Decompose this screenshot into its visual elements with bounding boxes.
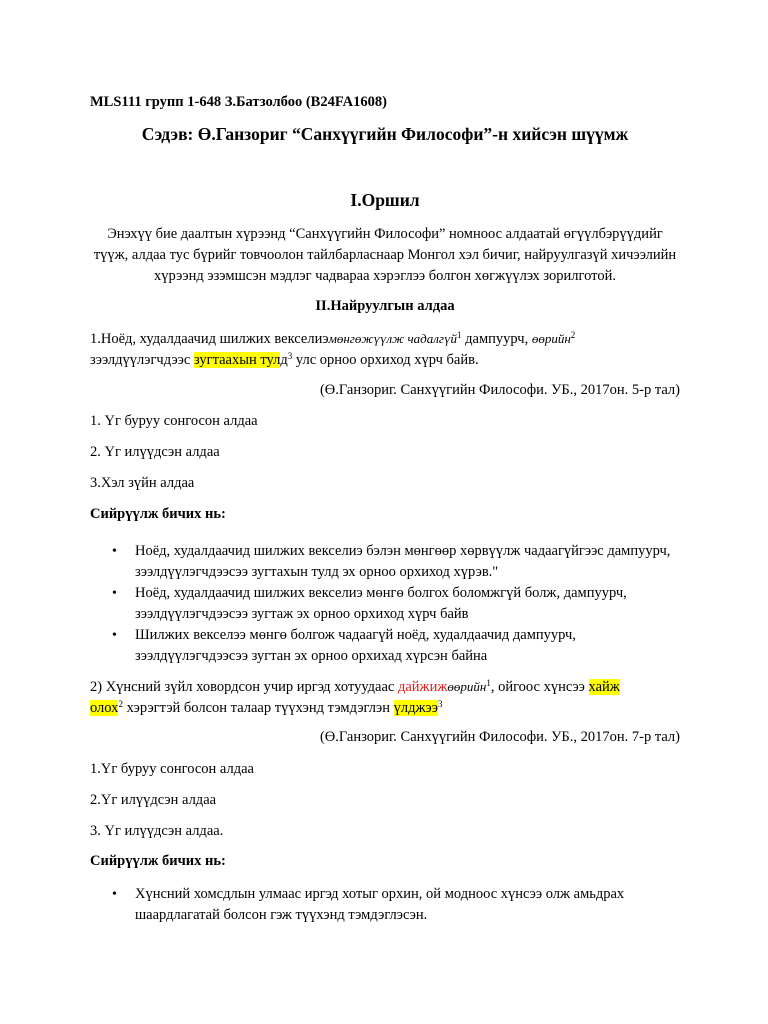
ex2-part2: , ойгоос хүнсээ: [490, 679, 589, 695]
ex2-red: дайжиж: [397, 679, 448, 695]
ex1-error-2: 2. Үг илүүдсэн алдаа: [90, 444, 220, 460]
ex2-sup1: 1: [486, 678, 491, 688]
ex1-fix-2: Ноёд, худалдаачид шилжих векселиэ мөнгө болгох боломжгүй болж, дампуурч, зээлдүүлэгчдээсээ зугтаж эх орноо орхиход хүрч байв: [135, 585, 627, 622]
ex2-part1: 2) Хүнсний зүйл ховордсон учир иргэд хотуудаас: [90, 679, 398, 695]
example2-sentence: [90, 676, 680, 719]
ex2-error-1: 1.Үг буруу сонгосон алдаа: [90, 761, 254, 777]
bullet-icon: •: [112, 628, 117, 643]
list-item: [90, 583, 680, 625]
ex1-sup3: 3: [287, 351, 293, 361]
ex2-highlight1a: хайж: [588, 679, 620, 695]
example2-citation: (Ө.Ганзориг. Санхүүгийн Философи. УБ., 2017он. 7-р тал): [319, 729, 680, 745]
ex1-part1: 1.Ноёд, худалдаачид шилжих векселиэ: [90, 331, 329, 347]
ex1-fix-1: Ноёд, худалдаачид шилжих векселиэ бэлэн мөнгөөр хөрвүүлж чадаагүйгээс дампуурч, зээлдүүлэгчдээсээ зугтахын тулд эх орноо орхиход хүрэв.": [135, 543, 671, 580]
ex1-part4: д: [280, 352, 288, 368]
ex2-fix-list: [90, 884, 680, 926]
ex1-fix-heading: Сийрүүлж бичих нь:: [90, 506, 226, 522]
ex1-fix-3: Шилжих векселээ мөнгө болгож чадаагүй ноёд, худалдаачид дампуурч, зээлдүүлэгчдээсээ зугтан эх орноо орхихад хүрсэн байна: [135, 627, 576, 664]
section2-title: II.Найруулгын алдаа: [315, 298, 455, 314]
ex2-sup3: 3: [437, 699, 443, 709]
example1-citation: (Ө.Ганзориг. Санхүүгийн Философи. УБ., 2017он. 5-р тал): [319, 382, 680, 398]
subject-title: Сэдэв: Ө.Ганзориг “Санхүүгийн Философи”-н хийсэн шүүмж: [141, 124, 629, 144]
intro-text: Энэхүү бие даалтын хүрээнд “Санхүүгийн Философи” номноос алдаатай өгүүлбэрүүдийг түүж, алдаа тус бүрийг товчоолон тайлбарласнаар Монгол хэл бичиг, найруулгазүй хичээлийн хүрээнд эзэмшсэн мэдлэг чадвараа хэрэглээ болгон хөгжүүлэх зорилготой.: [93, 226, 677, 284]
bullet-icon: •: [112, 586, 117, 601]
ex2-italic1: өөрийн: [447, 679, 487, 694]
ex1-error-3: 3.Хэл зүйн алдаа: [90, 475, 195, 491]
ex2-error-2: 2.Үг илүүдсэн алдаа: [90, 792, 217, 808]
author-line: MLS111 групп 1-648 З.Батзолбоо (B24FA1608): [90, 94, 387, 110]
ex1-italic1: мөнгөжүүлж чадалгүй: [328, 331, 458, 346]
bullet-icon: •: [112, 544, 117, 559]
example1-sentence: [90, 328, 680, 371]
ex1-error-1: 1. Үг буруу сонгосон алдаа: [90, 413, 258, 429]
ex1-part5: улс орноо орхиход хүрч байв.: [292, 352, 479, 368]
ex1-sup1: 1: [457, 330, 462, 340]
list-item: [90, 541, 680, 583]
ex2-fix-heading: Сийрүүлж бичих нь:: [90, 853, 226, 869]
bullet-icon: •: [112, 887, 117, 902]
ex1-highlight: зугтаахын тул: [193, 352, 281, 368]
list-item: [90, 625, 680, 667]
ex1-part3: зээлдүүлэгчдээс: [90, 352, 194, 368]
list-item: [90, 884, 680, 926]
ex2-highlight1b: олох: [90, 700, 119, 716]
ex1-part2: дампуурч,: [461, 331, 532, 347]
ex2-highlight2: үлджээ: [393, 700, 438, 716]
ex2-sup2: 2: [118, 699, 123, 709]
ex2-error-3: 3. Үг илүүдсэн алдаа.: [90, 823, 224, 839]
ex1-sup2: 2: [570, 330, 576, 340]
ex1-fix-list: [90, 541, 680, 667]
ex2-part3: хэрэгтэй болсон талаар түүхэнд тэмдэглэн: [122, 700, 394, 716]
ex1-italic2: өөрийн: [531, 331, 571, 346]
ex2-fix-1: Хүнсний хомсдлын улмаас иргэд хотыг орхин, ой модноос хүнсээ олж амьдрах шаардлагатай болсон гэж түүхэнд тэмдэглэсэн.: [135, 886, 625, 923]
intro-title: I.Оршил: [350, 190, 420, 210]
